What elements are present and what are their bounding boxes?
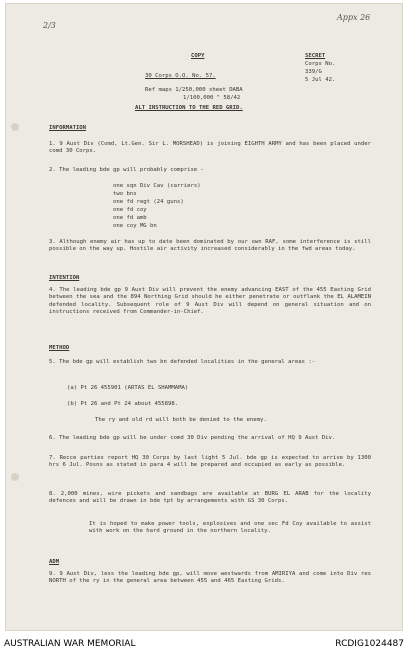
order-title: 30 Corps O.O. No. 57. [145,73,216,79]
section-method: METHOD [49,345,70,351]
locality-item: (a) Pt 26 455901 (ARTAS EL SHAMMAMA) [67,385,189,391]
archive-name: AUSTRALIAN WAR MEMORIAL [4,639,136,649]
section-information: INFORMATION [49,125,87,131]
handwritten-mark-right: Appx 26 [337,13,371,22]
copy-label: COPY [191,53,205,59]
secret-label: SECRET [305,53,326,59]
composition-item: two bns [113,191,137,197]
composition-item: one sqn Div Cav (carriers) [113,183,201,189]
handwritten-mark-left: 2/3 [43,21,56,30]
paragraph-9: 9. 9 Aust Div, less the leading bde gp, will move westwards from AMIRIYA and come into Div res NORTH of the ry in the general area between 455 and 465 Easting Grids. [49,571,371,585]
composition-item: one fd coy [113,207,147,213]
alt-title: ALT INSTRUCTION TO THE RED GRID. [135,105,243,111]
corps-no: Corps No. [305,61,336,67]
paragraph-3: 3. Although enemy air has up to date been dominated by our own RAF, some interference is still possible on the way up. Hostile air activity increased considerably in the fwd areas today. [49,239,371,253]
paragraph-8-continued: It is hoped to make power tools, explosives and one sec Fd Coy available to assist with work on the hard ground in the northern locality. [89,521,371,535]
map-ref-2: 1/100,000 " 58/42 [183,95,241,101]
section-adm: ADM [49,559,60,565]
archive-id: RCDIG1024487 [335,639,404,649]
section-intention: INTENTION [49,275,80,281]
composition-item: one fd regt (24 guns) [113,199,184,205]
paragraph-8: 8. 2,000 mines, wire pickets and sandbags are available at BURG EL ARAB for the locality defences and will be drawn in bde tpt by arrangements with GS 30 Corps. [49,491,371,505]
map-ref-1: Ref maps 1/250,000 sheet DABA [145,87,243,93]
paragraph-2: 2. The leading bde gp will probably comprise - [49,167,204,173]
archive-footer [0,632,408,654]
paragraph-6: 6. The leading bde gp will be under comd 30 Div pending the arrival of HQ 9 Aust Div. [49,435,336,441]
paragraph-5: 5. The bde gp will establish two bn defended localities in the general areas :- [49,359,316,365]
paragraph-7: 7. Recce parties report HQ 30 Corps by last light 5 Jul. bde gp is expected to arrive by 1300 hrs 6 Jul. Posns as stated in para 4 will be prepared and occupied as early as possible. [49,455,371,469]
document-page [5,3,403,631]
locality-item: (b) Pt 26 and Pt 24 about 455898. [67,401,179,407]
composition-item: one fd amb [113,215,147,221]
ref-number: 339/G [305,69,322,75]
order-date: 5 Jul 42. [305,77,336,83]
paragraph-4: 4. The leading bde gp 9 Aust Div will prevent the enemy advancing EAST of the 455 Easting Grid between the sea and the 894 Northing Grid should he either penetrate or outflank the EL ALAMEIN defended locality. Subsequent role of 9 Aust Div will depend on general situation and on instructions received from Commander-in-Chief. [49,287,371,316]
paragraph-5-tail: The ry and old rd will both be denied to the enemy. [95,417,267,423]
composition-item: one coy MG bn [113,223,157,229]
paragraph-1: 1. 9 Aust Div (Comd, Lt.Gen. Sir L. MORSHEAD) is joining EIGHTH ARMY and has been placed under comd 30 Corps. [49,141,371,155]
document-body [5,3,403,631]
